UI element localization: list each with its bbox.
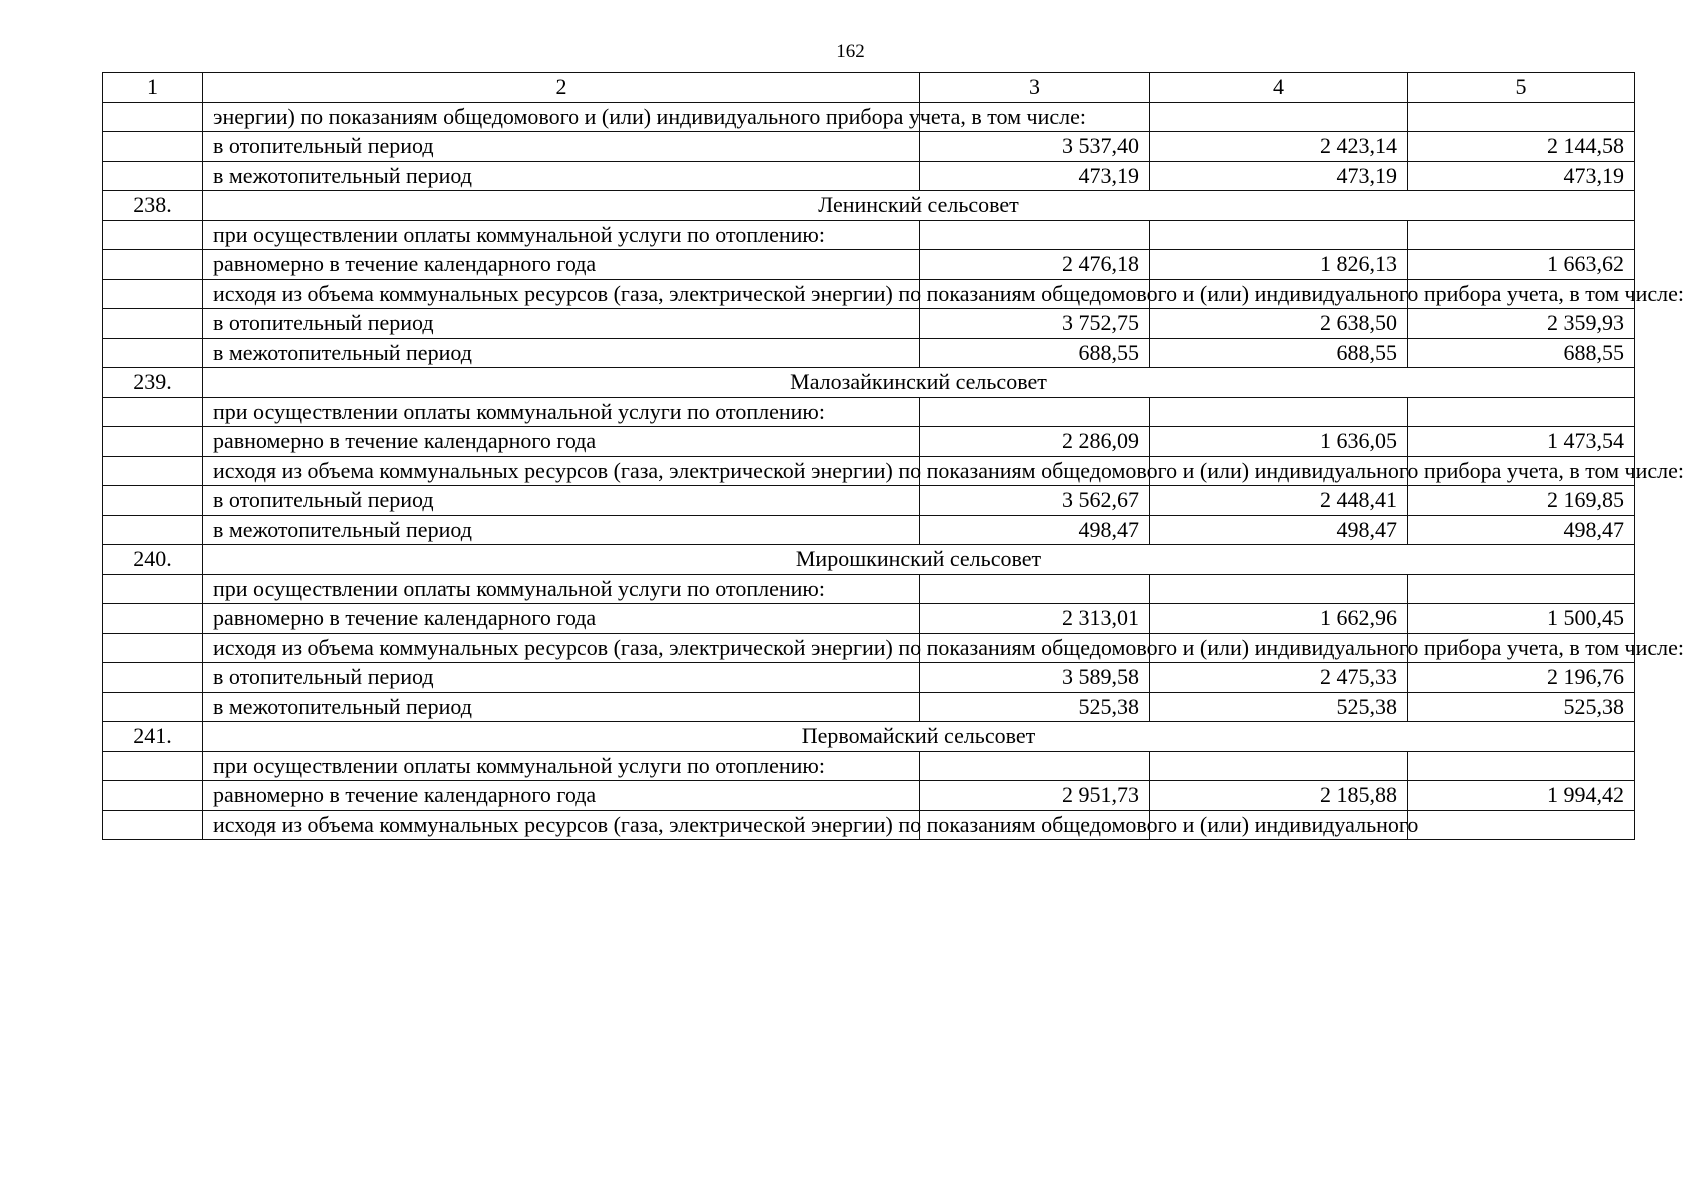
column-header: 1 [103,73,203,103]
value-cell-v5: 525,38 [1408,692,1635,722]
row-number [103,751,203,781]
row-description: в межотопительный период [203,161,920,191]
value-cell-v3: 2 286,09 [920,427,1150,457]
row-description: исходя из объема коммунальных ресурсов (газа, электрической энергии) по показаниям общедомового и (или) индивидуального прибора учета, в том числе: [203,456,920,486]
value-cell-v5: 498,47 [1408,515,1635,545]
value-cell-v3: 2 313,01 [920,604,1150,634]
table-row [103,161,1635,191]
row-description: в отопительный период [203,132,920,162]
row-description: равномерно в течение календарного года [203,427,920,457]
value-cell-v5: 1 473,54 [1408,427,1635,457]
table-row [103,427,1635,457]
section-row [103,191,1635,221]
table-row [103,279,1635,309]
tariff-table [102,72,1685,840]
row-number: 239. [103,368,203,398]
column-header: 4 [1150,73,1408,103]
section-title: Малозайкинский сельсовет [203,368,1635,398]
table-row [103,338,1635,368]
value-cell-v4: 2 185,88 [1150,781,1408,811]
table-row [103,574,1635,604]
value-cell-v3: 688,55 [920,338,1150,368]
row-number [103,279,203,309]
value-cell-v4: 1 636,05 [1150,427,1408,457]
value-cell-v4: 473,19 [1150,161,1408,191]
column-header: 3 [920,73,1150,103]
row-number [103,515,203,545]
value-cell-v3: 3 562,67 [920,486,1150,516]
value-cell-v5: 2 144,58 [1408,132,1635,162]
value-cell-v4: 1 662,96 [1150,604,1408,634]
value-cell-v5: 1 500,45 [1408,604,1635,634]
row-description: при осуществлении оплаты коммунальной услуги по отоплению: [203,574,920,604]
value-cell-v5: 2 359,93 [1408,309,1635,339]
value-cell-v5 [1408,810,1635,840]
value-cell-v5: 1 663,62 [1408,250,1635,280]
value-cell-v4: 2 475,33 [1150,663,1408,693]
row-number [103,692,203,722]
value-cell-v3 [920,574,1150,604]
row-number [103,633,203,663]
value-cell-v3: 473,19 [920,161,1150,191]
value-cell-v5 [1408,220,1635,250]
value-cell-v4: 2 423,14 [1150,132,1408,162]
section-row [103,722,1635,752]
value-cell-v4 [1150,220,1408,250]
table-header [103,73,1635,103]
row-number [103,574,203,604]
page-number: 162 [836,41,865,62]
row-number: 240. [103,545,203,575]
row-description: исходя из объема коммунальных ресурсов (газа, электрической энергии) по показаниям общедомового и (или) индивидуального [203,810,920,840]
row-number [103,456,203,486]
table-row [103,132,1635,162]
table-row [103,515,1635,545]
value-cell-v5 [1408,102,1635,132]
value-cell-v4: 525,38 [1150,692,1408,722]
table-row [103,633,1635,663]
row-number [103,486,203,516]
row-number: 241. [103,722,203,752]
row-description: энергии) по показаниям общедомового и (или) индивидуального прибора учета, в том числе: [203,102,920,132]
value-cell-v3: 2 476,18 [920,250,1150,280]
value-cell-v4 [1150,574,1408,604]
value-cell-v5: 1 994,42 [1408,781,1635,811]
table-row [103,220,1635,250]
row-number [103,102,203,132]
value-cell-v3: 3 537,40 [920,132,1150,162]
value-cell-v4 [1150,102,1408,132]
row-number [103,810,203,840]
row-description: в межотопительный период [203,515,920,545]
value-cell-v4: 2 638,50 [1150,309,1408,339]
row-number [103,663,203,693]
table-row [103,102,1635,132]
value-cell-v5 [1408,397,1635,427]
table-row [103,486,1635,516]
value-cell-v5: 2 196,76 [1408,663,1635,693]
row-number [103,220,203,250]
table-row [103,456,1635,486]
row-number [103,604,203,634]
row-description: исходя из объема коммунальных ресурсов (газа, электрической энергии) по показаниям общедомового и (или) индивидуального прибора учета, в том числе: [203,633,920,663]
row-description: при осуществлении оплаты коммунальной услуги по отоплению: [203,751,920,781]
value-cell-v3 [920,751,1150,781]
row-number [103,250,203,280]
value-cell-v3: 2 951,73 [920,781,1150,811]
row-number [103,781,203,811]
row-description: равномерно в течение календарного года [203,781,920,811]
row-description: равномерно в течение календарного года [203,604,920,634]
table-row [103,663,1635,693]
table-row [103,397,1635,427]
section-row [103,545,1635,575]
value-cell-v3: 3 752,75 [920,309,1150,339]
row-description: равномерно в течение календарного года [203,250,920,280]
value-cell-v5: 473,19 [1408,161,1635,191]
table-row [103,692,1635,722]
value-cell-v5 [1408,751,1635,781]
table-row [103,810,1635,840]
row-number [103,397,203,427]
column-header: 5 [1408,73,1635,103]
value-cell-v5 [1408,574,1635,604]
value-cell-v4: 2 448,41 [1150,486,1408,516]
row-description: исходя из объема коммунальных ресурсов (газа, электрической энергии) по показаниям общедомового и (или) индивидуального прибора учета, в том числе: [203,279,920,309]
value-cell-v3: 3 589,58 [920,663,1150,693]
row-description: при осуществлении оплаты коммунальной услуги по отоплению: [203,220,920,250]
table-row [103,781,1635,811]
table-row [103,309,1635,339]
row-description: в межотопительный период [203,692,920,722]
value-cell-v3 [920,397,1150,427]
row-number [103,427,203,457]
section-title: Первомайский сельсовет [203,722,1635,752]
row-description: при осуществлении оплаты коммунальной услуги по отоплению: [203,397,920,427]
table-body [103,102,1685,840]
table-row [103,751,1635,781]
row-description: в отопительный период [203,486,920,516]
column-number-row [103,73,1635,103]
column-header: 2 [203,73,920,103]
row-number [103,161,203,191]
value-cell-v3: 498,47 [920,515,1150,545]
value-cell-v4 [1150,751,1408,781]
value-cell-v5: 688,55 [1408,338,1635,368]
section-row [103,368,1635,398]
value-cell-v3: 525,38 [920,692,1150,722]
row-number: 238. [103,191,203,221]
row-number [103,338,203,368]
section-title: Мирошкинский сельсовет [203,545,1635,575]
row-number [103,309,203,339]
row-description: в отопительный период [203,309,920,339]
table-row [103,250,1635,280]
value-cell-v4: 1 826,13 [1150,250,1408,280]
value-cell-v4 [1150,397,1408,427]
row-number [103,132,203,162]
section-title: Ленинский сельсовет [203,191,1635,221]
row-description: в межотопительный период [203,338,920,368]
row-description: в отопительный период [203,663,920,693]
value-cell-v4: 688,55 [1150,338,1408,368]
value-cell-v4: 498,47 [1150,515,1408,545]
value-cell-v5: 2 169,85 [1408,486,1635,516]
value-cell-v3 [920,220,1150,250]
table-row [103,604,1635,634]
